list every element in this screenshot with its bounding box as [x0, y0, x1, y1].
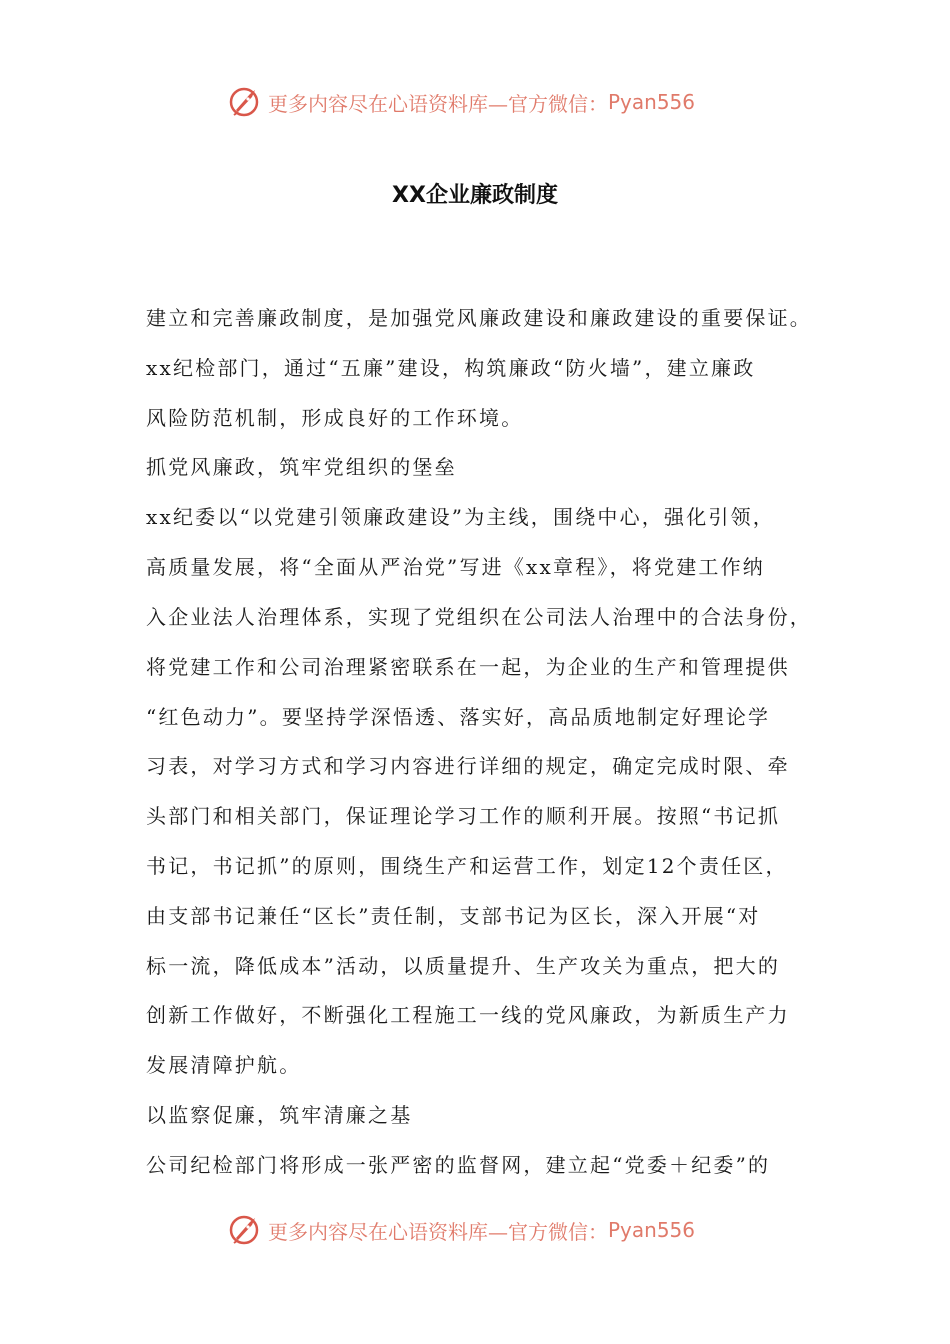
body-line: 将党建工作和公司治理紧密联系在一起，为企业的生产和管理提供	[146, 655, 790, 679]
document-title: XX企业廉政制度	[392, 183, 558, 208]
body-line: 由支部书记兼任“区长”责任制，支部书记为区长，深入开展“对	[146, 904, 761, 928]
body-line: 发展清障护航。	[146, 1053, 302, 1077]
body-line: 风险防范机制，形成良好的工作环境。	[146, 406, 524, 430]
body-line: 公司纪检部门将形成一张严密的监督网，建立起“党委＋纪委”的	[146, 1153, 771, 1177]
body-line: 建立和完善廉政制度，是加强党风廉政建设和廉政建设的重要保证。	[146, 306, 812, 330]
body-line: 标一流，降低成本”活动，以质量提升、生产攻关为重点，把大的	[146, 954, 781, 978]
footer-watermark	[228, 1210, 695, 1250]
body-line: xx纪委以“以党建引领廉政建设”为主线，围绕中心，强化引领，	[146, 505, 776, 529]
watermark-wechat-id: Pyan556	[608, 1218, 696, 1242]
watermark-text: 更多内容尽在心语资料库—官方微信：	[268, 91, 608, 116]
body-line: 书记，书记抓”的原则，围绕生产和运营工作，划定12个责任区，	[146, 854, 788, 878]
section-heading: 以监察促廉，筑牢清廉之基	[146, 1103, 413, 1127]
section-heading: 抓党风廉政，筑牢党组织的堡垒	[146, 455, 457, 479]
body-line: xx纪检部门，通过“五廉”建设，构筑廉政“防火墙”，建立廉政	[146, 356, 756, 380]
body-line: 头部门和相关部门，保证理论学习工作的顺利开展。按照“书记抓	[146, 804, 781, 828]
body-line: 入企业法人治理体系，实现了党组织在公司法人治理中的合法身份，	[146, 605, 812, 629]
watermark-wechat-id: Pyan556	[608, 90, 696, 114]
body-line: 习表，对学习方式和学习内容进行详细的规定，确定完成时限、牵	[146, 754, 790, 778]
pen-nib-logo-icon	[228, 84, 264, 120]
header-watermark	[228, 82, 695, 122]
body-line: 高质量发展，将“全面从严治党”写进《xx章程》，将党建工作纳	[146, 555, 766, 579]
body-line: “红色动力”。要坚持学深悟透、落实好，高品质地制定好理论学	[146, 705, 771, 729]
watermark-text: 更多内容尽在心语资料库—官方微信：	[268, 1219, 608, 1244]
body-line: 创新工作做好，不断强化工程施工一线的党风廉政，为新质生产力	[146, 1003, 790, 1027]
pen-nib-logo-icon	[228, 1212, 264, 1248]
